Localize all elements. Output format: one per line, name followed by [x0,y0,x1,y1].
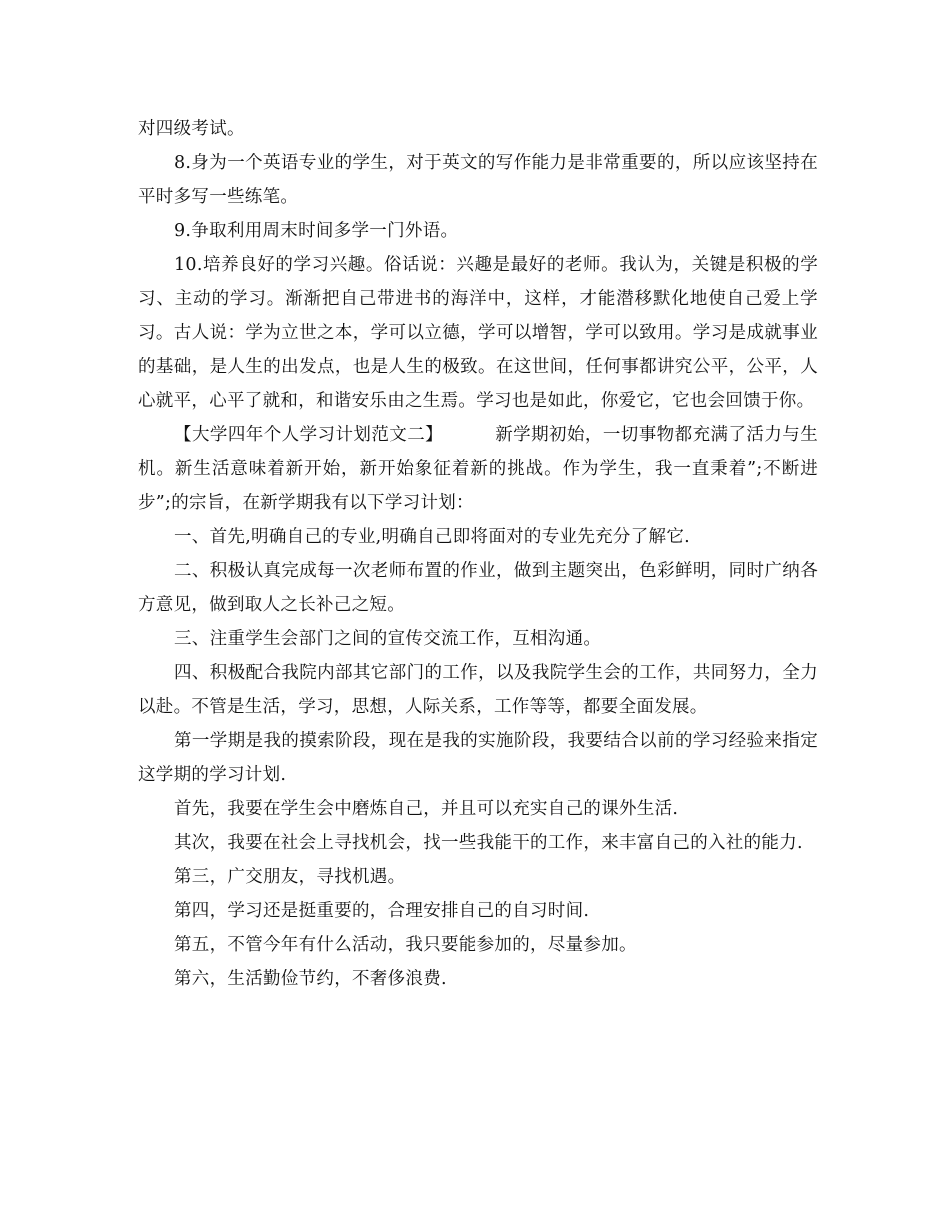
paragraph-second: 其次，我要在社会上寻找机会，找一些我能干的工作，来丰富自己的入社的能力. [174,833,803,853]
paragraph-first: 首先，我要在学生会中磨炼自己，并且可以充实自己的课外生活. [174,799,679,819]
paragraph-fourth: 第四，学习还是挺重要的，合理安排自己的自习时间. [174,901,590,921]
paragraph-sixth: 第六，生活勤俭节约，不奢侈浪费. [174,969,447,989]
paragraph-sample-two [138,418,818,520]
paragraph-plan-1: 一、首先,明确自己的专业,明确自己即将面对的专业先充分了解它. [174,527,690,547]
paragraph-semester: 第一学期是我的摸索阶段，现在是我的实施阶段，我要结合以前的学习经验来指定这学期的学习计划. [138,731,818,785]
paragraph-item-8: 8.身为一个英语专业的学生，对于英文的写作能力是非常重要的，所以应该坚持在平时多写一些练笔。 [138,153,818,207]
paragraph-plan-2: 二、积极认真完成每一次老师布置的作业，做到主题突出，色彩鲜明，同时广纳各方意见，做到取人之长补己之短。 [138,561,818,615]
paragraph-item-9: 9.争取利用周末时间多学一门外语。 [174,221,459,241]
paragraph-item-10: 10.培养良好的学习兴趣。俗话说：兴趣是最好的老师。我认为，关键是积极的学习、主动的学习。渐渐把自己带进书的海洋中，这样，才能潜移默化地使自己爱上学习。古人说：学为立世之本，学可以立德，学可以增智，学可以致用。学习是成就事业的基础，是人生的出发点，也是人生的极致。在这世间，任何事都讲究公平，公平，人心就平，心平了就和，和谐安乐由之生焉。学习也是如此，你爱它，它也会回馈于你。 [138,255,818,411]
sample-heading: 【大学四年个人学习计划范文二】 [174,425,444,445]
paragraph-continuation: 对四级考试。 [138,119,245,139]
paragraph-plan-3: 三、注重学生会部门之间的宣传交流工作，互相沟通。 [174,629,602,649]
document-body [138,112,818,996]
paragraph-plan-4: 四、积极配合我院内部其它部门的工作，以及我院学生会的工作，共同努力，全力以赴。不管是生活，学习，思想，人际关系，工作等等，都要全面发展。 [138,663,818,717]
paragraph-third: 第三，广交朋友，寻找机遇。 [174,867,406,887]
sample-intro: 新学期初始，一切事物都充满了活力与生机。新生活意味着新开始，新开始象征着新的挑战。作为学生，我一直秉着”;不断进步”;的宗旨，在新学期我有以下学习计划： [138,425,818,513]
paragraph-fifth: 第五，不管今年有什么活动，我只要能参加的，尽量参加。 [174,935,637,955]
